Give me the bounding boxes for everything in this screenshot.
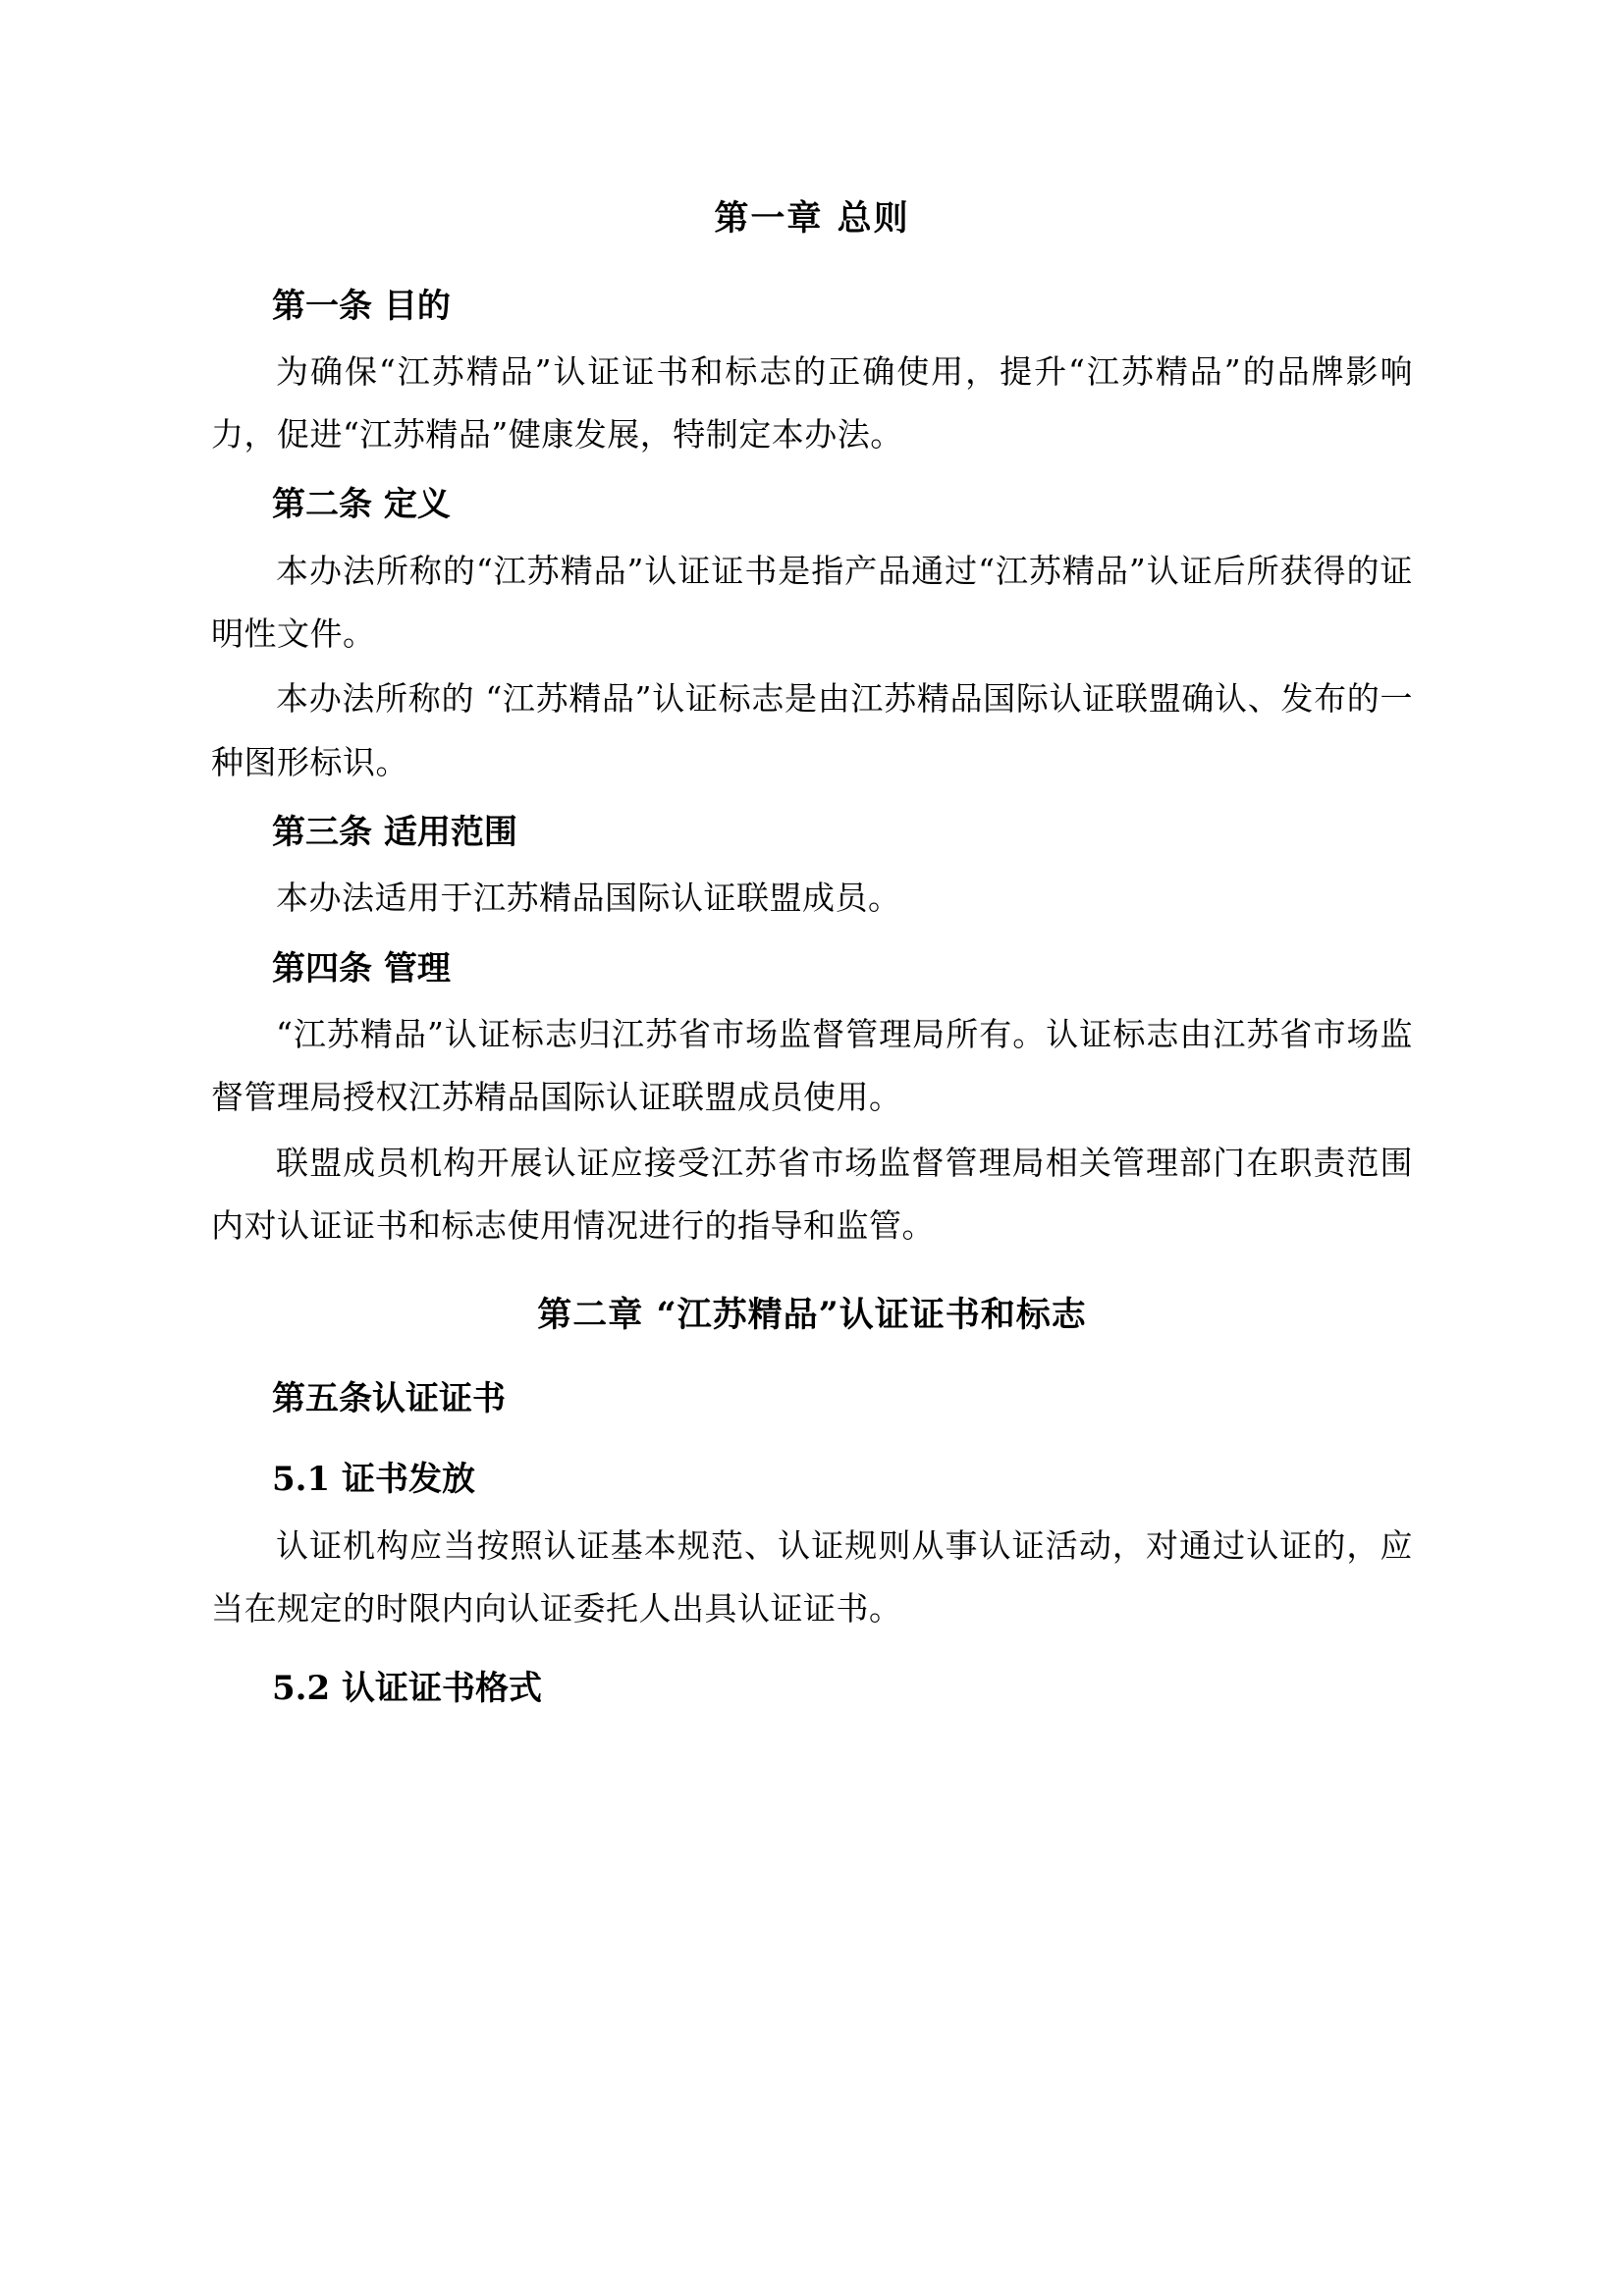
paragraph-scope: 本办法适用于江苏精品国际认证联盟成员。 [276,879,901,918]
article-heading-2: 第二条 定义 [272,485,451,525]
paragraph-management-supervision: 联盟成员机构开展认证应接受江苏省市场监督管理局相关管理部门在职责范围内对认证证书和标志使用情况进行的指导和监管。 [211,1143,1413,1246]
article-heading-1: 第一条 目的 [272,286,451,326]
paragraph-certificate-issue: 认证机构应当按照认证基本规范、认证规则从事认证活动，对通过认证的，应当在规定的时限内向认证委托人出具认证证书。 [211,1525,1413,1628]
document-body [211,187,1413,1722]
sub-heading-5-1: 5.1 证书发放 [272,1460,475,1500]
sub-heading-5-2: 5.2 认证证书格式 [272,1669,542,1709]
paragraph-management-ownership: “江苏精品”认证标志归江苏省市场监督管理局所有。认证标志由江苏省市场监督管理局授权江苏精品国际认证联盟成员使用。 [211,1015,1413,1117]
paragraph-purpose: 为确保“江苏精品”认证证书和标志的正确使用，提升“江苏精品”的品牌影响力，促进“江苏精品”健康发展，特制定本办法。 [211,351,1413,454]
chapter-title-2: 第二章 “江苏精品”认证证书和标志 [537,1295,1087,1336]
chapter-title-1: 第一章 总则 [714,198,910,239]
article-heading-5: 第五条认证证书 [272,1378,506,1418]
paragraph-definition-mark: 本办法所称的 “江苏精品”认证标志是由江苏精品国际认证联盟确认、发布的一种图形标识。 [211,679,1413,781]
article-heading-3: 第三条 适用范围 [272,813,517,853]
paragraph-definition-certificate: 本办法所称的“江苏精品”认证证书是指产品通过“江苏精品”认证后所获得的证明性文件。 [211,551,1413,654]
article-heading-4: 第四条 管理 [272,948,451,988]
